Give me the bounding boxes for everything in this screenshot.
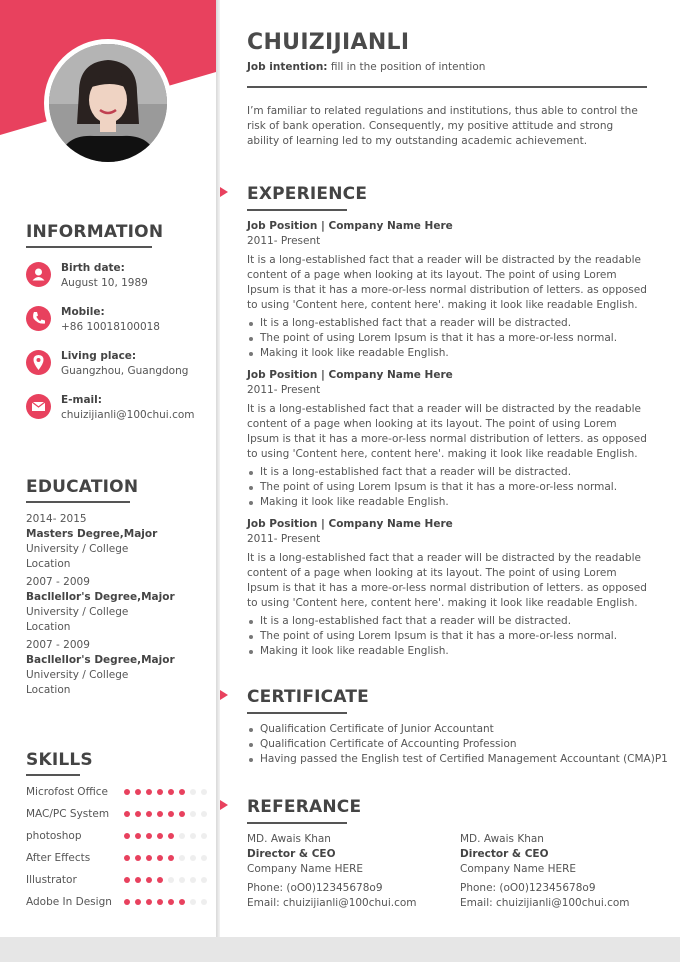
skill-dot-filled: [124, 855, 130, 861]
skill-dot-filled: [157, 877, 163, 883]
reference-company: Company Name HERE: [460, 863, 577, 875]
reference-card: [247, 832, 447, 911]
list-item: Making it look like readable English.: [247, 644, 647, 659]
experience-entry: [247, 517, 647, 659]
job-intention-value: fill in the position of intention: [327, 61, 486, 73]
header-rule: [247, 86, 647, 88]
list-item: The point of using Lorem Ipsum is that it has a more-or-less normal.: [247, 331, 647, 346]
skill-dot-filled: [124, 833, 130, 839]
skill-dot-filled: [146, 877, 152, 883]
skill-dot-filled: [157, 899, 163, 905]
skill-dot-filled: [135, 789, 141, 795]
skill-dot-filled: [157, 811, 163, 817]
reference-company: Company Name HERE: [247, 863, 364, 875]
edu-location: Location: [26, 684, 71, 696]
edu-location: Location: [26, 558, 71, 570]
phone-icon: [26, 306, 51, 331]
reference-title: REFERANCE: [247, 797, 362, 817]
info-value: chuizijianli@100chui.com: [61, 409, 195, 421]
skill-dot-filled: [168, 789, 174, 795]
skill-dot-filled: [157, 789, 163, 795]
edu-degree: Bacllellor's Degree,Major: [26, 591, 175, 603]
skill-dot-filled: [135, 833, 141, 839]
list-item: Having passed the English test of Certified Management Accountant (CMA)P1: [247, 752, 657, 767]
certificate-rule: [247, 712, 347, 714]
section-marker-icon: [220, 187, 228, 197]
reference-phone: Phone: (oO0)12345678o9: [460, 882, 596, 894]
skill-dot-filled: [168, 855, 174, 861]
skill-name: After Effects: [26, 852, 91, 864]
email-icon: [26, 394, 51, 419]
information-rule: [26, 246, 152, 248]
reference-role: Director & CEO: [247, 848, 336, 860]
skill-dot-empty: [201, 811, 207, 817]
experience-entry: [247, 368, 647, 510]
job-description: It is a long-established fact that a reader will be distracted by the readable content of a page when looking at its layout. The point of using Lorem Ipsum is that it has a more-or-less normal distribution of letters. as opposed to using 'Content here, content here'. making it look like readable English.: [247, 403, 647, 460]
page-bottom-band: [0, 937, 680, 962]
skill-dot-filled: [179, 789, 185, 795]
skill-dot-filled: [146, 811, 152, 817]
skill-dot-empty: [190, 899, 196, 905]
section-marker-icon: [220, 800, 228, 810]
edu-school: University / College: [26, 543, 129, 555]
skill-dot-filled: [168, 811, 174, 817]
list-item: The point of using Lorem Ipsum is that it has a more-or-less normal.: [247, 629, 647, 644]
list-item: Qualification Certificate of Accounting Profession: [247, 737, 657, 752]
skill-dot-filled: [146, 789, 152, 795]
info-label: E-mail:: [61, 394, 102, 406]
skill-name: MAC/PC System: [26, 808, 110, 820]
skill-dot-filled: [146, 899, 152, 905]
job-intention: [247, 61, 485, 73]
reference-card: [460, 832, 660, 911]
edu-period: 2007 - 2009: [26, 576, 90, 588]
skill-dot-empty: [190, 877, 196, 883]
experience-title: EXPERIENCE: [247, 184, 368, 204]
info-mobile: [26, 306, 211, 342]
job-bullets: [247, 614, 647, 659]
info-birth-date: [26, 262, 211, 298]
info-value: August 10, 1989: [61, 277, 148, 289]
skill-name: Microfost Office: [26, 786, 108, 798]
skill-dot-empty: [201, 789, 207, 795]
skill-dot-filled: [146, 855, 152, 861]
left-sidebar: [0, 0, 216, 937]
skill-dot-filled: [135, 811, 141, 817]
job-bullets: [247, 316, 647, 361]
list-item: Making it look like readable English.: [247, 346, 647, 361]
info-label: Birth date:: [61, 262, 125, 274]
skill-dot-empty: [190, 789, 196, 795]
skill-name: photoshop: [26, 830, 82, 842]
skill-dot-filled: [124, 789, 130, 795]
skill-dot-filled: [179, 899, 185, 905]
skill-dot-filled: [135, 899, 141, 905]
skill-dot-empty: [201, 855, 207, 861]
reference-email: Email: chuizijianli@100chui.com: [460, 897, 630, 909]
certificate-title: CERTIFICATE: [247, 687, 369, 707]
user-icon: [26, 262, 51, 287]
edu-degree: Masters Degree,Major: [26, 528, 158, 540]
skill-dot-filled: [124, 811, 130, 817]
reference-role: Director & CEO: [460, 848, 549, 860]
skill-dot-filled: [157, 833, 163, 839]
list-item: Qualification Certificate of Junior Accountant: [247, 722, 657, 737]
skill-name: Illustrator: [26, 874, 77, 886]
experience-rule: [247, 209, 347, 211]
job-title: Job Position | Company Name Here: [247, 369, 453, 381]
avatar: [49, 44, 167, 162]
reference-rule: [247, 822, 347, 824]
skill-name: Adobe In Design: [26, 896, 112, 908]
job-bullets: [247, 465, 647, 510]
skill-dot-empty: [168, 877, 174, 883]
job-intention-label: Job intention:: [247, 61, 328, 73]
skills-rule: [26, 774, 80, 776]
list-item: The point of using Lorem Ipsum is that it has a more-or-less normal.: [247, 480, 647, 495]
job-period: 2011- Present: [247, 235, 321, 247]
skill-dot-filled: [157, 855, 163, 861]
skill-dot-empty: [179, 833, 185, 839]
job-title: Job Position | Company Name Here: [247, 220, 453, 232]
skill-dot-filled: [135, 877, 141, 883]
certificate-list: [247, 722, 668, 767]
list-item: It is a long-established fact that a reader will be distracted.: [247, 614, 647, 629]
skill-dot-filled: [168, 833, 174, 839]
reference-phone: Phone: (oO0)12345678o9: [247, 882, 383, 894]
column-divider: [216, 0, 220, 937]
skill-dot-empty: [201, 877, 207, 883]
skill-dot-empty: [179, 855, 185, 861]
skill-dot-filled: [179, 811, 185, 817]
info-value: Guangzhou, Guangdong: [61, 365, 189, 377]
info-label: Mobile:: [61, 306, 105, 318]
profile-summary: I’m familiar to related regulations and institutions, thus able to control the risk of bank operation. Consequently, my positive attitude and strong ability of learning led to my outstanding academic achievement.: [247, 105, 638, 147]
education-title: EDUCATION: [26, 477, 139, 497]
info-label: Living place:: [61, 350, 137, 362]
skill-dot-filled: [135, 855, 141, 861]
edu-degree: Bacllellor's Degree,Major: [26, 654, 175, 666]
skill-dot-filled: [168, 899, 174, 905]
skill-dot-filled: [124, 877, 130, 883]
section-marker-icon: [220, 690, 228, 700]
experience-entry: [247, 219, 647, 361]
info-value: +86 10018100018: [61, 321, 160, 333]
skill-dot-filled: [124, 899, 130, 905]
info-living-place: [26, 350, 211, 386]
list-item: It is a long-established fact that a reader will be distracted.: [247, 465, 647, 480]
skill-dot-empty: [190, 811, 196, 817]
skill-dot-empty: [179, 877, 185, 883]
skill-dot-empty: [201, 833, 207, 839]
education-rule: [26, 501, 130, 503]
edu-period: 2007 - 2009: [26, 639, 90, 651]
reference-name: MD. Awais Khan: [460, 833, 544, 845]
edu-period: 2014- 2015: [26, 513, 87, 525]
reference-name: MD. Awais Khan: [247, 833, 331, 845]
reference-email: Email: chuizijianli@100chui.com: [247, 897, 417, 909]
skill-dot-empty: [190, 855, 196, 861]
job-description: It is a long-established fact that a reader will be distracted by the readable content of a page when looking at its layout. The point of using Lorem Ipsum is that it has a more-or-less normal distribution of letters. as opposed to using 'Content here, content here'. making it look like readable English.: [247, 254, 647, 311]
job-title: Job Position | Company Name Here: [247, 518, 453, 530]
edu-school: University / College: [26, 606, 129, 618]
edu-location: Location: [26, 621, 71, 633]
list-item: It is a long-established fact that a reader will be distracted.: [247, 316, 647, 331]
skill-dot-empty: [201, 899, 207, 905]
job-period: 2011- Present: [247, 384, 321, 396]
list-item: Making it look like readable English.: [247, 495, 647, 510]
job-description: It is a long-established fact that a reader will be distracted by the readable content of a page when looking at its layout. The point of using Lorem Ipsum is that it has a more-or-less normal distribution of letters. as opposed to using 'Content here, content here'. making it look like readable English.: [247, 552, 647, 609]
skills-title: SKILLS: [26, 750, 93, 770]
job-period: 2011- Present: [247, 533, 321, 545]
edu-school: University / College: [26, 669, 129, 681]
info-email: [26, 394, 211, 430]
information-title: INFORMATION: [26, 222, 164, 242]
skill-dot-empty: [190, 833, 196, 839]
location-pin-icon: [26, 350, 51, 375]
skill-dot-filled: [146, 833, 152, 839]
candidate-name: CHUIZIJIANLI: [247, 30, 410, 55]
